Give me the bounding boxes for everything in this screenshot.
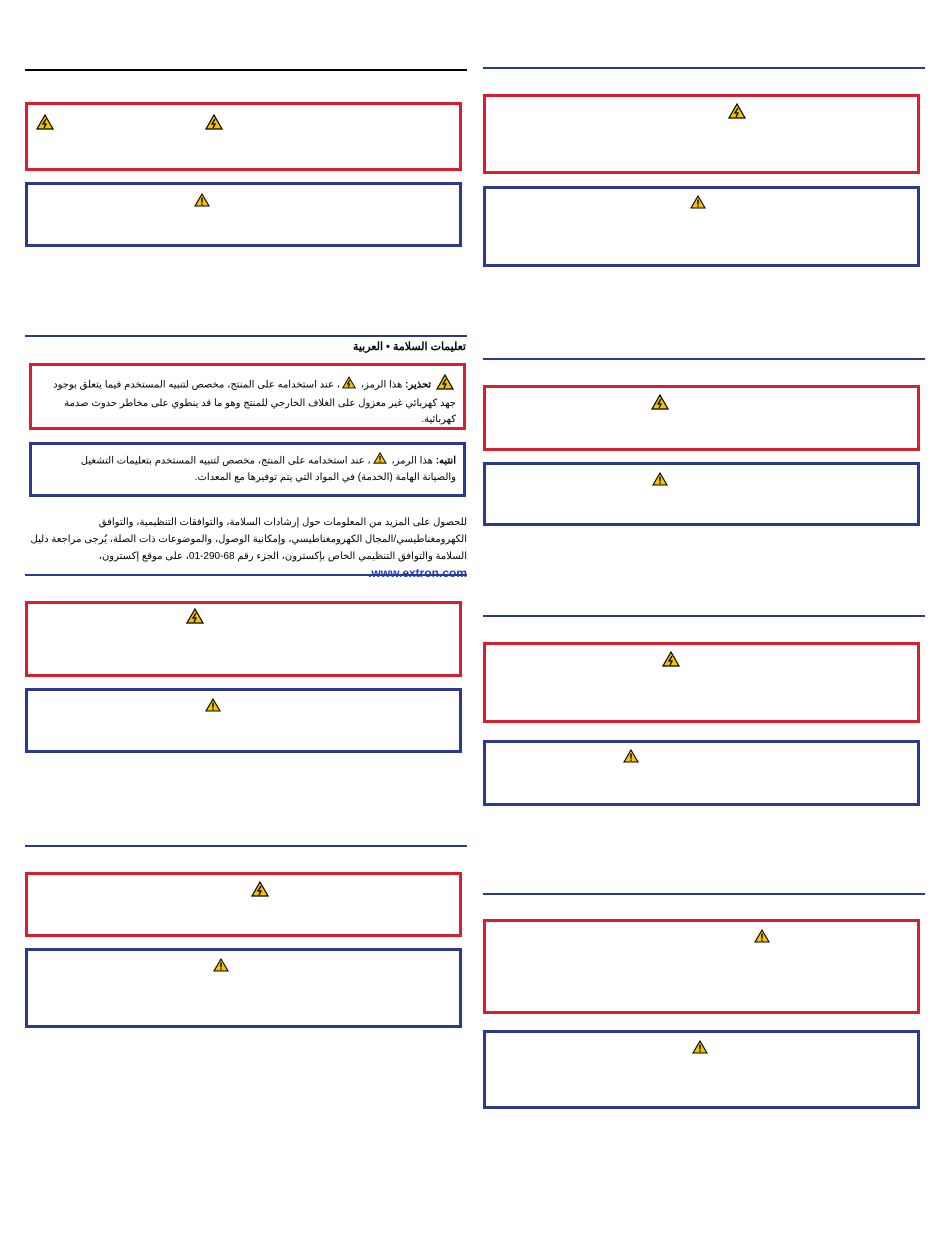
caution-text-start: هذا الرمز، (391, 455, 433, 467)
info-text: للحصول على المزيد من المعلومات حول إرشادات السلامة، والتوافقات التنظيمية، والتوافق الكهرومغناطيسي/المجال الكهرومغناطيسي، وإمكانية الوصول، والموضوعات ذات الصلة، يُرجى مراجعة دليل السلامة والتوافق التنظيمي الخاص بإكسترون، الجزء رقم 68-290-01، على موقع إكسترون، (30, 517, 467, 562)
section-rule (25, 335, 467, 337)
warning-box (483, 385, 920, 451)
warning-box (25, 601, 462, 677)
arabic-caution-text (48, 452, 456, 486)
warning-text-rest: ، عند استخدامه على المنتج، مخصص لتنبيه المستخدم فيما يتعلق بوجود جهد كهربائي غير معزول على الغلاف الخارجي للمنتج وهو ما قد ينطوي على مخاطر حدوث صدمة كهربائية. (53, 379, 456, 425)
caution-label: انتبه: (435, 455, 456, 467)
caution-box (25, 948, 462, 1028)
warning-box (483, 919, 920, 1014)
warning-box (25, 872, 462, 937)
section-rule (483, 615, 925, 617)
caution-box (483, 462, 920, 526)
caution-exclamation-icon (373, 452, 387, 470)
warning-text-start: هذا الرمز، (360, 379, 403, 391)
section-rule (483, 358, 925, 360)
warning-label: تحذير: (405, 379, 432, 391)
arabic-section-heading: تعليمات السلامة • العربية (352, 341, 466, 353)
section-rule (25, 574, 467, 576)
arabic-info-paragraph (25, 514, 467, 583)
electric-shock-warning-icon (342, 376, 356, 395)
caution-box (483, 740, 920, 806)
section-rule (483, 67, 925, 69)
extron-website-link[interactable]: www.extron.com. (368, 566, 467, 580)
section-rule (483, 893, 925, 895)
section-rule (25, 845, 467, 847)
warning-box (483, 94, 920, 174)
section-rule (25, 69, 467, 71)
arabic-warning-text (48, 374, 456, 428)
warning-box (483, 642, 920, 723)
caution-text-rest: ، عند استخدامه على المنتج، مخصص لتنبيه المستخدم بتعليمات التشغيل والصيانة الهامة (الخدمة) في المواد التي يتم توفيرها مع المعدات. (80, 455, 456, 483)
caution-box (25, 688, 462, 753)
warning-box (25, 102, 462, 171)
caution-box (25, 182, 462, 247)
electric-shock-warning-icon (436, 374, 454, 396)
